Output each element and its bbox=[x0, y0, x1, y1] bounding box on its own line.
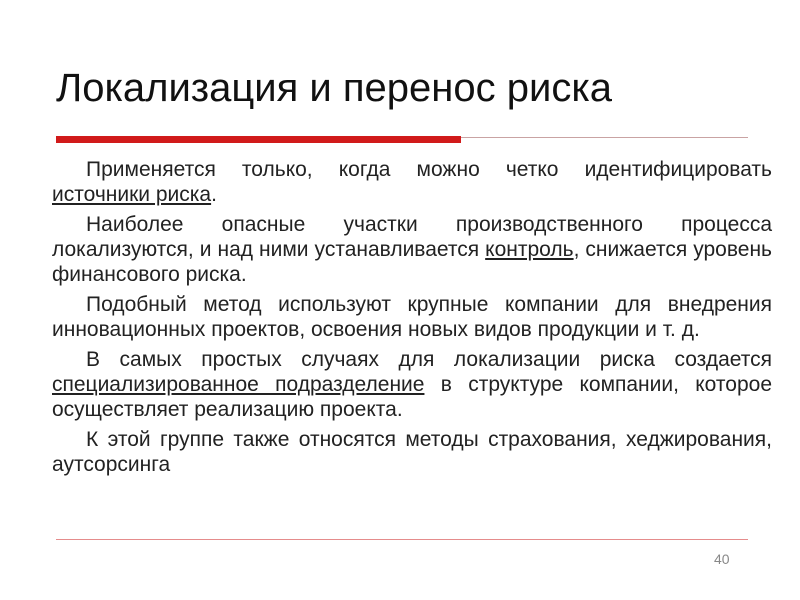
term-control: контроль bbox=[485, 238, 574, 261]
slide-body bbox=[52, 157, 772, 482]
paragraph-1 bbox=[52, 157, 772, 207]
paragraph-4 bbox=[52, 347, 772, 422]
bottom-divider bbox=[56, 539, 748, 540]
term-risk-sources: источники риска bbox=[52, 183, 212, 206]
term-specialized-unit: специализированное подразделение bbox=[52, 373, 425, 396]
paragraph-1-end: . bbox=[211, 183, 217, 206]
paragraph-1-text: Применяется только, когда можно четко идентифицировать bbox=[86, 158, 772, 181]
paragraph-2 bbox=[52, 212, 772, 287]
paragraph-4-text: В самых простых случаях для локализации риска создается bbox=[86, 348, 772, 371]
paragraph-4-end: в структуре компании, которое осуществляет реализацию проекта. bbox=[52, 373, 772, 421]
paragraph-2-end: , снижается уровень финансового риска. bbox=[52, 238, 772, 286]
title-accent-bar bbox=[56, 136, 461, 143]
paragraph-2-text: Наиболее опасные участки производственного процесса локализуются, и над ними устанавливается bbox=[52, 213, 772, 261]
page-number: 40 bbox=[714, 551, 730, 567]
slide-title: Локализация и перенос риска bbox=[56, 66, 612, 110]
paragraph-5: К этой группе также относятся методы страхования, хеджирования, аутсорсинга bbox=[52, 428, 772, 476]
paragraph-3: Подобный метод используют крупные компании для внедрения инновационных проектов, освоения новых видов продукции и т. д. bbox=[52, 293, 772, 341]
